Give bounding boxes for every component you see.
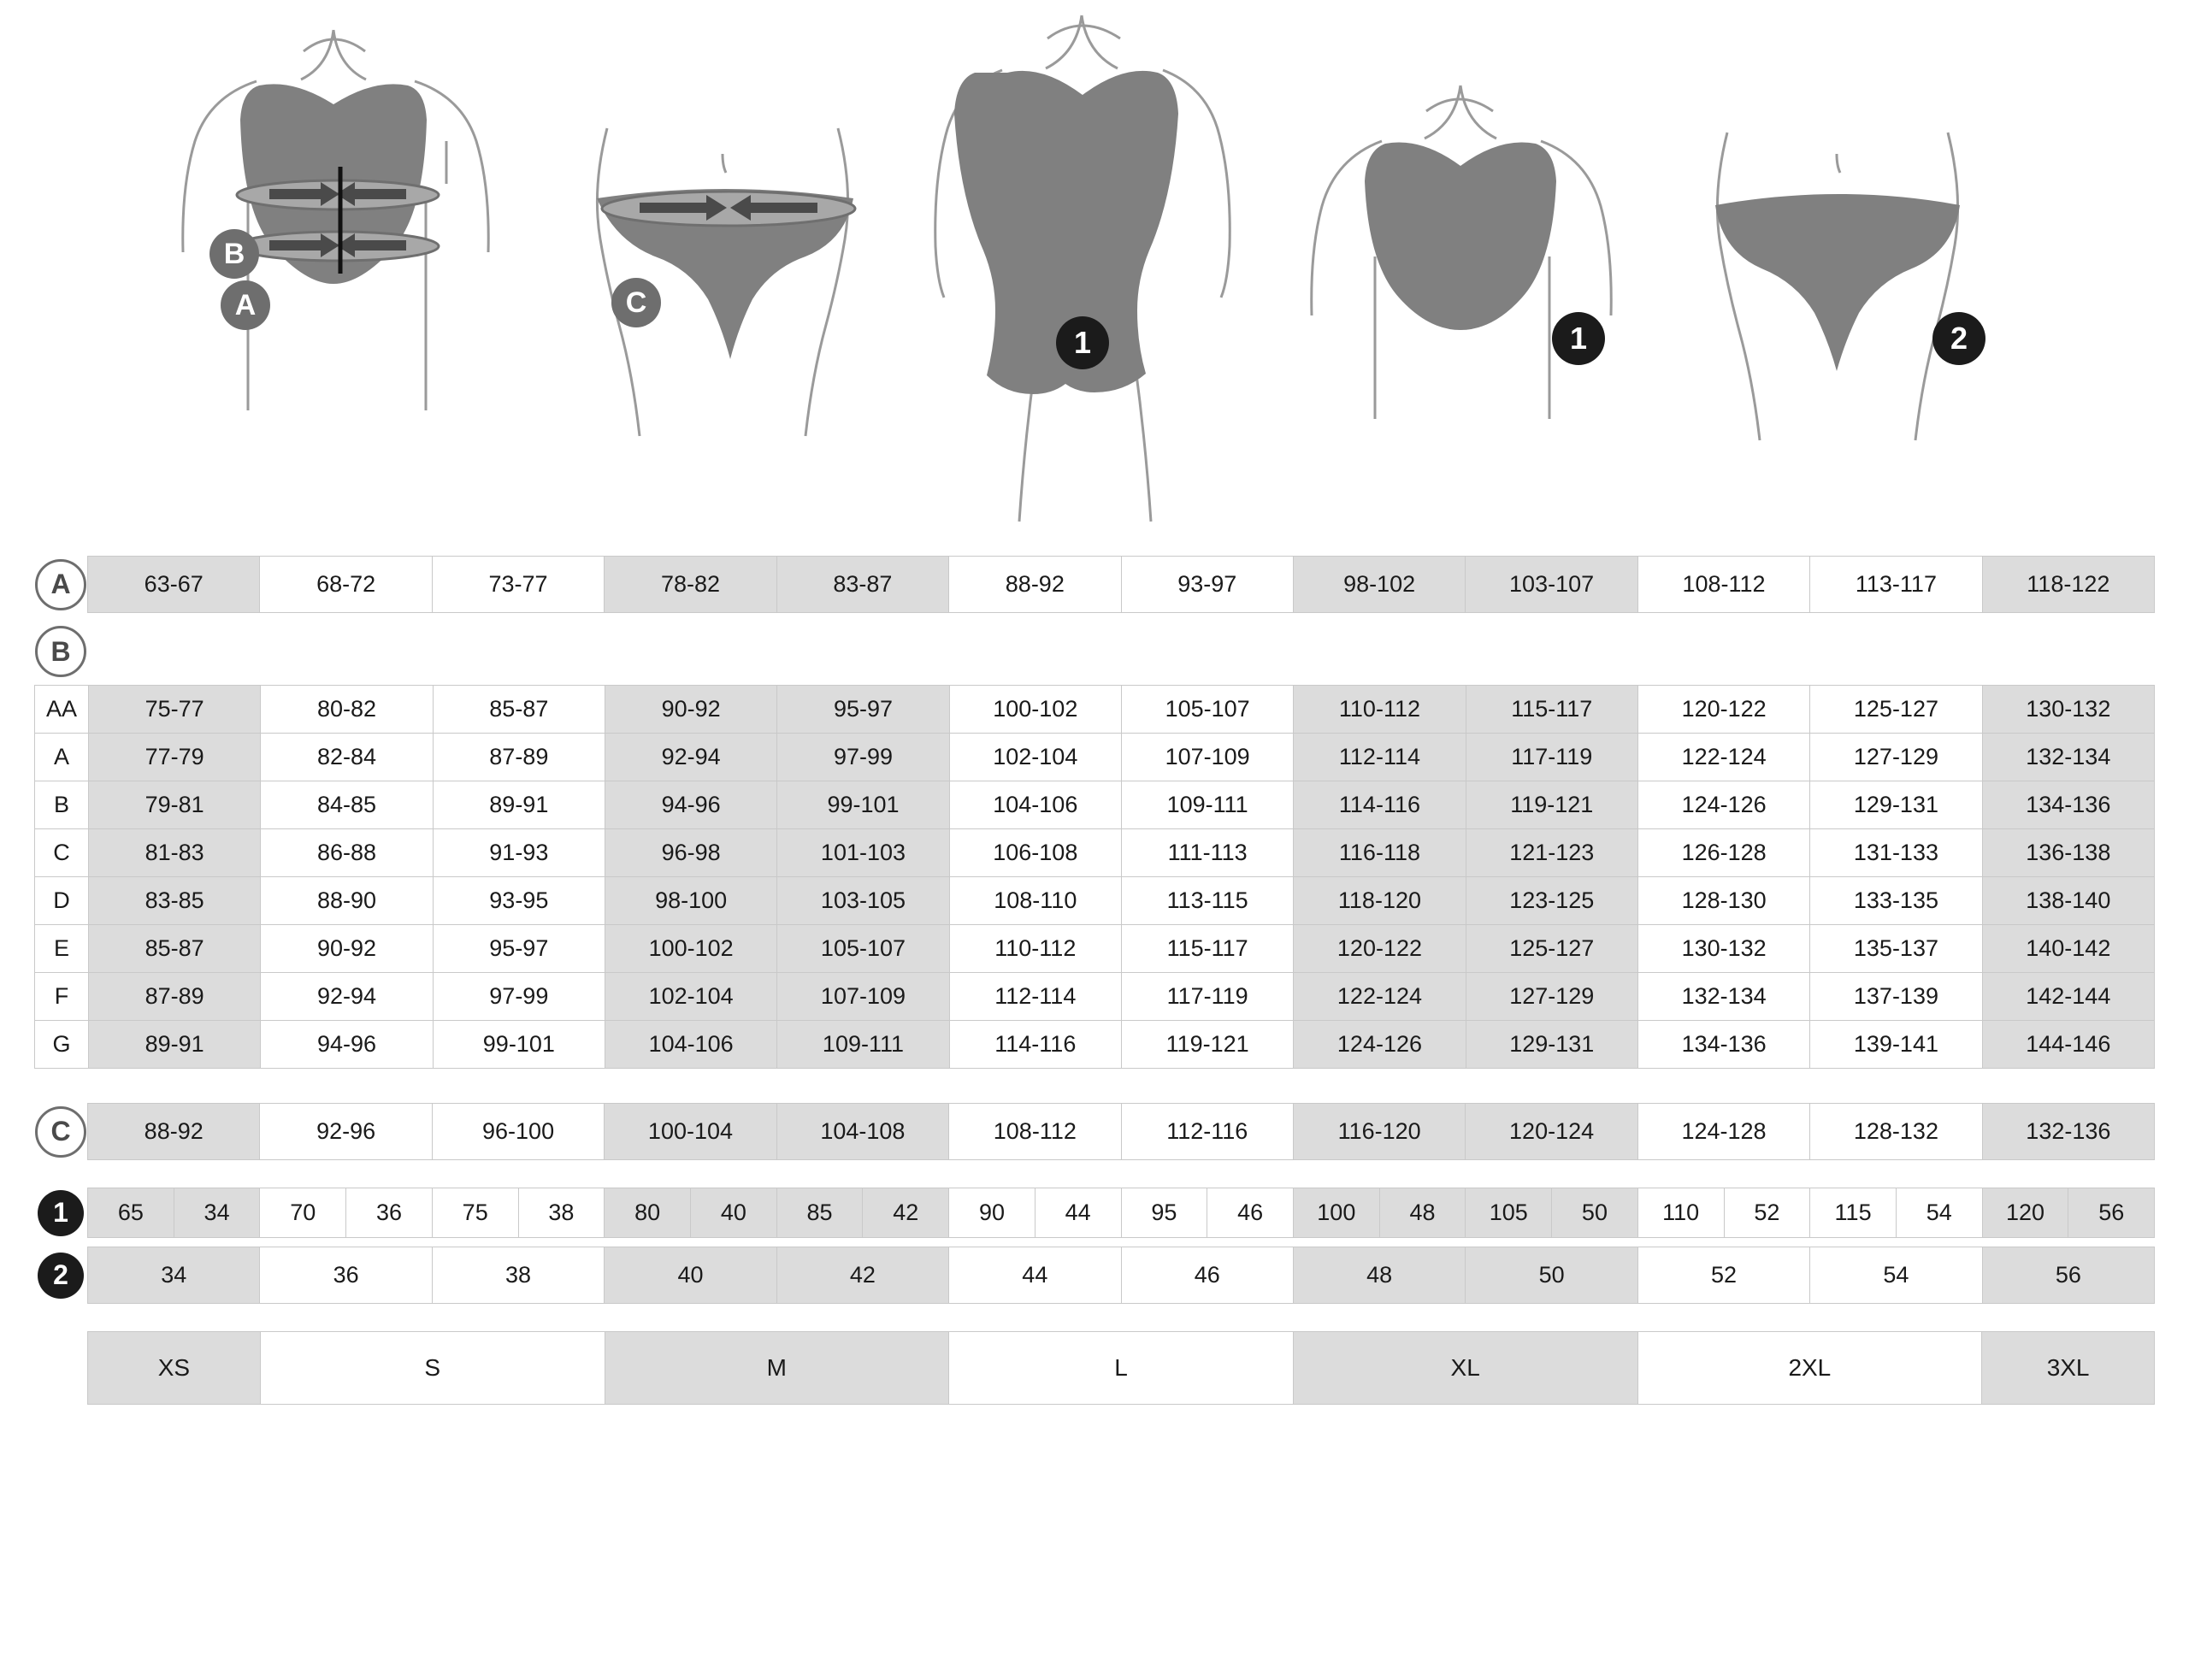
row-two-cell: 38 [433,1247,605,1303]
row-one-eu: 110 [1638,1188,1724,1237]
cup-cell: 144-146 [1982,1021,2154,1069]
cup-cell: 96-98 [605,829,776,877]
cup-cell: 125-127 [1810,686,1982,734]
row-one-pair [949,1188,1121,1237]
cup-cell: 104-106 [605,1021,776,1069]
row-a-cell: 73-77 [433,557,605,612]
cup-cell: 123-125 [1466,877,1637,925]
row-one-pair [1638,1188,1810,1237]
row-two-cell: 52 [1638,1247,1810,1303]
cup-cell: 115-117 [1121,925,1293,973]
row-two-cell: 40 [605,1247,776,1303]
cup-cell: 110-112 [949,925,1121,973]
letter-size-row [87,1331,2155,1405]
swimsuit-figure [906,0,1274,556]
cup-cell: 140-142 [1982,925,2154,973]
cup-cell: 92-94 [605,734,776,781]
row-one-eu: 75 [433,1188,518,1237]
cup-cell: 90-92 [605,686,776,734]
row-one-alt: 48 [1379,1188,1466,1237]
cup-cell: 120-122 [1294,925,1466,973]
cup-cell: 86-88 [261,829,433,877]
cup-cell: 97-99 [433,973,605,1021]
bikini-brief-figure [1676,0,2001,556]
row-c-cell: 100-104 [605,1104,776,1159]
row-b-badge: B [35,626,86,677]
row-two-badge: 2 [38,1253,84,1299]
cup-cell: 84-85 [261,781,433,829]
cup-cell: 121-123 [1466,829,1637,877]
row-one-pair [88,1188,260,1237]
cup-cell: 134-136 [1982,781,2154,829]
row-one-pair [1983,1188,2154,1237]
row-a-cell: 108-112 [1638,557,1810,612]
row-two-cell: 50 [1466,1247,1637,1303]
row-a-badge: A [35,559,86,610]
table-row [35,829,2155,877]
bra-front-illustration [120,0,547,556]
row-a [34,556,2155,613]
cup-cell: 107-109 [1121,734,1293,781]
row-c-cell: 128-132 [1810,1104,1982,1159]
table-row [35,781,2155,829]
row-one-pair [1294,1188,1466,1237]
cup-cell: 99-101 [777,781,949,829]
cup-cell: 85-87 [89,925,261,973]
cup-cell: 134-136 [1637,1021,1809,1069]
cup-cell: 132-134 [1982,734,2154,781]
row-b-label-wrap [34,626,87,677]
cup-cell: 118-120 [1294,877,1466,925]
row-one-alt: 38 [518,1188,605,1237]
cup-cell: 135-137 [1810,925,1982,973]
row-c-badge: C [35,1106,86,1158]
cup-cell: 127-129 [1810,734,1982,781]
cup-cell: 124-126 [1294,1021,1466,1069]
row-one-alt: 44 [1035,1188,1121,1237]
cup-cell: 104-106 [949,781,1121,829]
bra-top-figure [1274,0,1676,556]
cup-cell: 88-90 [261,877,433,925]
cup-size-table [34,685,2155,1069]
cup-cell: 83-85 [89,877,261,925]
cup-cell: 109-111 [1121,781,1293,829]
badge-two: 2 [1932,312,1985,365]
cup-cell: 102-104 [949,734,1121,781]
cup-cell: 103-105 [777,877,949,925]
row-c-cell: 132-136 [1983,1104,2154,1159]
table-row [35,877,2155,925]
row-one-eu: 65 [88,1188,174,1237]
row-one-label-wrap [34,1190,87,1236]
row-b-label-line [34,622,2155,681]
cup-cell: 82-84 [261,734,433,781]
row-one-eu: 105 [1466,1188,1551,1237]
row-two-cell: 54 [1810,1247,1982,1303]
row-c-cell: 124-128 [1638,1104,1810,1159]
cup-cell: 131-133 [1810,829,1982,877]
row-one-eu: 90 [949,1188,1035,1237]
row-two-cell: 42 [777,1247,949,1303]
cup-cell: 129-131 [1466,1021,1637,1069]
cup-cell: 109-111 [777,1021,949,1069]
row-two-cell: 36 [260,1247,432,1303]
cup-cell: 112-114 [1294,734,1466,781]
row-c-cell: 88-92 [88,1104,260,1159]
bikini-brief-illustration [1676,0,2001,556]
row-one-eu: 120 [1983,1188,2068,1237]
cup-cell: 93-95 [433,877,605,925]
cup-cell: 115-117 [1466,686,1637,734]
cup-label: E [35,925,89,973]
row-a-cell: 63-67 [88,557,260,612]
cup-cell: 137-139 [1810,973,1982,1021]
cup-cell: 138-140 [1982,877,2154,925]
cup-cell: 105-107 [777,925,949,973]
cup-cell: 87-89 [433,734,605,781]
row-one-alt: 36 [345,1188,432,1237]
badge-b: B [209,229,259,279]
row-a-cell: 93-97 [1122,557,1294,612]
row-two-cell: 44 [949,1247,1121,1303]
cup-cell: 114-116 [949,1021,1121,1069]
row-one-alt: 52 [1724,1188,1810,1237]
size-cell-2xl: 2XL [1638,1332,1983,1404]
row-c-cell: 120-124 [1466,1104,1637,1159]
row-one-badge: 1 [38,1190,84,1236]
cup-cell: 126-128 [1637,829,1809,877]
swimsuit-illustration [906,0,1274,556]
row-a-cell: 83-87 [777,557,949,612]
cup-cell: 132-134 [1637,973,1809,1021]
row-two [34,1247,2155,1304]
illustration-row [34,0,2155,556]
cup-cell: 122-124 [1294,973,1466,1021]
row-a-cell: 113-117 [1810,557,1982,612]
cup-cell: 119-121 [1121,1021,1293,1069]
row-two-cell: 34 [88,1247,260,1303]
row-one-alt: 46 [1207,1188,1293,1237]
row-one-eu: 70 [260,1188,345,1237]
cup-cell: 87-89 [89,973,261,1021]
row-one-alt: 50 [1551,1188,1637,1237]
cup-cell: 108-110 [949,877,1121,925]
row-one-pair [605,1188,776,1237]
cup-cell: 139-141 [1810,1021,1982,1069]
cup-cell: 89-91 [433,781,605,829]
cup-label: C [35,829,89,877]
row-one-alt: 42 [862,1188,948,1237]
row-c-strip [87,1103,2155,1160]
row-one-alt: 34 [174,1188,260,1237]
size-cell-xs: XS [88,1332,261,1404]
row-a-cell: 78-82 [605,557,776,612]
row-two-cell: 48 [1294,1247,1466,1303]
badge-a: A [221,280,270,330]
cup-cell: 136-138 [1982,829,2154,877]
table-row [35,734,2155,781]
cup-cell: 133-135 [1810,877,1982,925]
cup-cell: 130-132 [1982,686,2154,734]
row-one-alt: 56 [2068,1188,2154,1237]
cup-cell: 79-81 [89,781,261,829]
cup-cell: 94-96 [261,1021,433,1069]
brief-illustration [547,0,906,556]
row-one-eu: 85 [777,1188,863,1237]
cup-cell: 105-107 [1121,686,1293,734]
bra-front-figure [120,0,547,556]
table-row [35,973,2155,1021]
row-a-cell: 68-72 [260,557,432,612]
cup-cell: 99-101 [433,1021,605,1069]
cup-cell: 101-103 [777,829,949,877]
row-one-strip [87,1188,2155,1238]
cup-cell: 90-92 [261,925,433,973]
cup-label: D [35,877,89,925]
table-row [35,925,2155,973]
cup-cell: 102-104 [605,973,776,1021]
row-a-cell: 103-107 [1466,557,1637,612]
row-two-strip [87,1247,2155,1304]
cup-cell: 114-116 [1294,781,1466,829]
cup-label: G [35,1021,89,1069]
row-a-cell: 88-92 [949,557,1121,612]
badge-one-swimsuit: 1 [1056,316,1109,369]
cup-cell: 125-127 [1466,925,1637,973]
badge-c: C [611,278,661,327]
row-one-pair [1810,1188,1982,1237]
badge-one-bratop: 1 [1552,312,1605,365]
cup-cell: 113-115 [1121,877,1293,925]
cup-cell: 122-124 [1637,734,1809,781]
table-row [35,1021,2155,1069]
row-a-strip [87,556,2155,613]
size-cell-l: L [949,1332,1294,1404]
cup-cell: 124-126 [1637,781,1809,829]
cup-cell: 142-144 [1982,973,2154,1021]
cup-cell: 92-94 [261,973,433,1021]
cup-label: B [35,781,89,829]
table-row [35,686,2155,734]
cup-cell: 95-97 [433,925,605,973]
cup-cell: 116-118 [1294,829,1466,877]
row-two-cell: 46 [1122,1247,1294,1303]
row-c-cell: 108-112 [949,1104,1121,1159]
cup-cell: 80-82 [261,686,433,734]
row-one-alt: 54 [1896,1188,1982,1237]
row-two-cell: 56 [1983,1247,2154,1303]
cup-cell: 128-130 [1637,877,1809,925]
cup-cell: 89-91 [89,1021,261,1069]
cup-cell: 91-93 [433,829,605,877]
cup-label: AA [35,686,89,734]
size-cell-3xl: 3XL [1982,1332,2154,1404]
cup-cell: 110-112 [1294,686,1466,734]
row-a-label-wrap [34,559,87,610]
row-a-cell: 118-122 [1983,557,2154,612]
cup-cell: 117-119 [1466,734,1637,781]
row-one-alt: 40 [690,1188,776,1237]
cup-cell: 130-132 [1637,925,1809,973]
size-cell-xl: XL [1294,1332,1638,1404]
row-one-eu: 80 [605,1188,690,1237]
cup-cell: 100-102 [949,686,1121,734]
cup-cell: 85-87 [433,686,605,734]
cup-cell: 127-129 [1466,973,1637,1021]
row-one-pair [433,1188,605,1237]
row-c-cell: 104-108 [777,1104,949,1159]
bra-top-illustration [1274,0,1676,556]
size-cell-s: S [261,1332,605,1404]
row-c-cell: 112-116 [1122,1104,1294,1159]
brief-figure [547,0,906,556]
row-one-pair [1466,1188,1637,1237]
cup-cell: 100-102 [605,925,776,973]
size-cell-m: M [605,1332,950,1404]
row-one-pair [777,1188,949,1237]
cup-cell: 107-109 [777,973,949,1021]
cup-cell: 120-122 [1637,686,1809,734]
cup-cell: 95-97 [777,686,949,734]
cup-cell: 129-131 [1810,781,1982,829]
cup-cell: 75-77 [89,686,261,734]
row-c-cell: 92-96 [260,1104,432,1159]
cup-cell: 106-108 [949,829,1121,877]
cup-cell: 111-113 [1121,829,1293,877]
cup-cell: 119-121 [1466,781,1637,829]
row-two-label-wrap [34,1253,87,1299]
bikini-brief-shape [1715,194,1960,371]
cup-cell: 77-79 [89,734,261,781]
row-one-pair [1122,1188,1294,1237]
row-one-eu: 100 [1294,1188,1379,1237]
cup-cell: 98-100 [605,877,776,925]
cup-cell: 94-96 [605,781,776,829]
row-one [34,1188,2155,1238]
cup-cell: 97-99 [777,734,949,781]
row-one-eu: 95 [1122,1188,1207,1237]
row-one-pair [260,1188,432,1237]
row-c-label-wrap [34,1106,87,1158]
row-c-cell: 96-100 [433,1104,605,1159]
cup-label: A [35,734,89,781]
bra-top-shape [1365,142,1556,330]
row-one-eu: 115 [1810,1188,1896,1237]
row-c [34,1103,2155,1160]
row-a-cell: 98-102 [1294,557,1466,612]
cup-cell: 112-114 [949,973,1121,1021]
cup-label: F [35,973,89,1021]
cup-cell: 117-119 [1121,973,1293,1021]
cup-cell: 81-83 [89,829,261,877]
row-c-cell: 116-120 [1294,1104,1466,1159]
